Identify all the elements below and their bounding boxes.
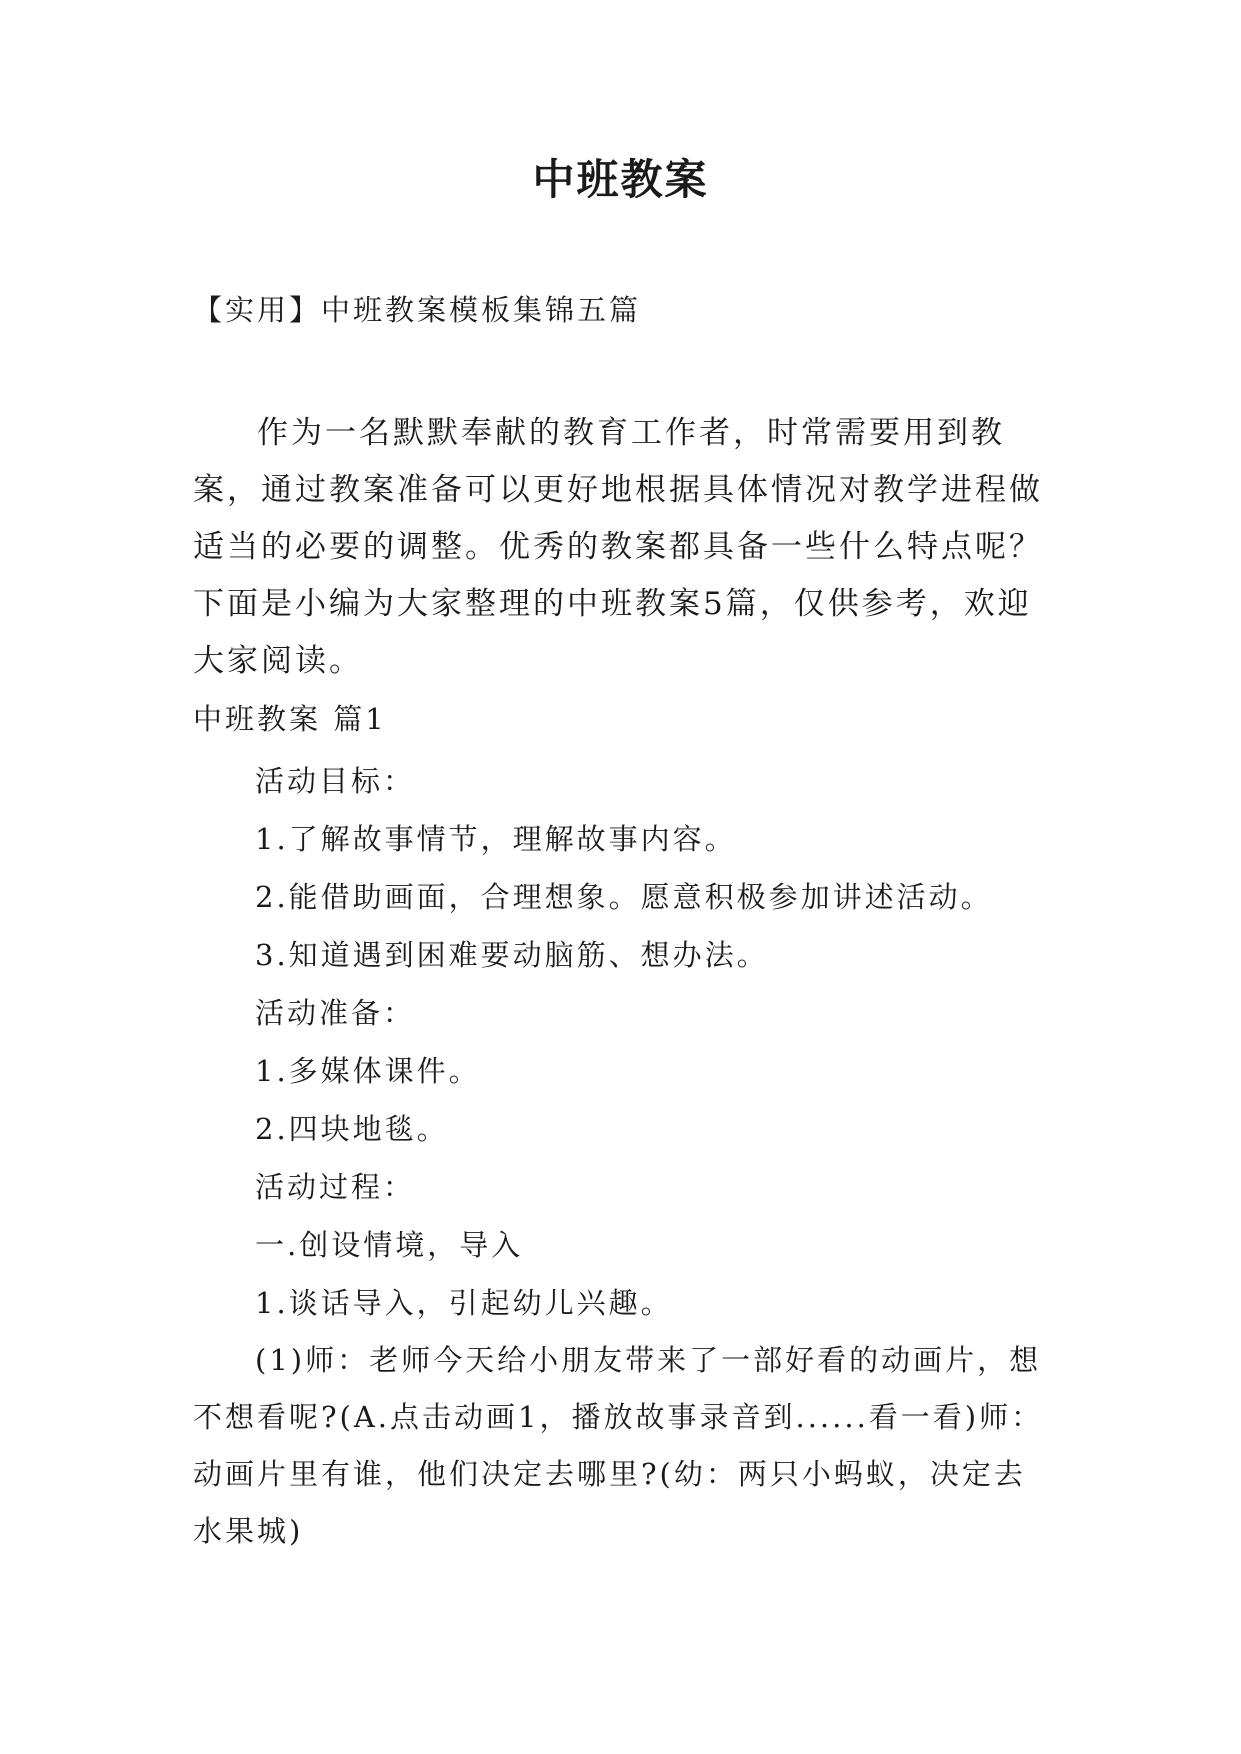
- document-title: 中班教案: [532, 155, 709, 204]
- objectives-label: 活动目标：: [255, 764, 416, 798]
- section-heading: 中班教案 篇1: [193, 702, 387, 736]
- intro-text: 作为一名默默奉献的教育工作者，时常需要用到教案，通过教案准备可以更好地根据具体情况对教学进程做适当的必要的调整。优秀的教案都具备一些什么特点呢？下面是小编为大家整理的中班教案5篇，仅供参考，欢迎大家阅读。: [193, 415, 1043, 679]
- objective-item: 2.能借助画面，合理想象。愿意积极参加讲述活动。: [255, 880, 993, 914]
- preparation-label: 活动准备：: [255, 996, 416, 1030]
- process-paragraph: (1)师：老师今天给小朋友带来了一部好看的动画片，想不想看呢?(A.点击动画1，播放故事录音到......看一看)师：动画片里有谁，他们决定去哪里?(幼：两只小蚂蚁，决定去水果城): [193, 1343, 1044, 1548]
- process-label: 活动过程：: [255, 1170, 416, 1204]
- process-step-item: 1.谈话导入，引起幼儿兴趣。: [255, 1286, 673, 1320]
- section-body: [193, 752, 1053, 1560]
- document-subtitle: 【实用】中班教案模板集锦五篇: [193, 293, 642, 327]
- objective-item: 1.了解故事情节，理解故事内容。: [255, 822, 737, 856]
- preparation-item: 1.多媒体课件。: [255, 1054, 481, 1088]
- intro-paragraph: [193, 405, 1053, 690]
- objective-item: 3.知道遇到困难要动脑筋、想办法。: [255, 938, 769, 972]
- process-step-heading: 一.创设情境，导入: [255, 1228, 524, 1262]
- preparation-item: 2.四块地毯。: [255, 1112, 449, 1146]
